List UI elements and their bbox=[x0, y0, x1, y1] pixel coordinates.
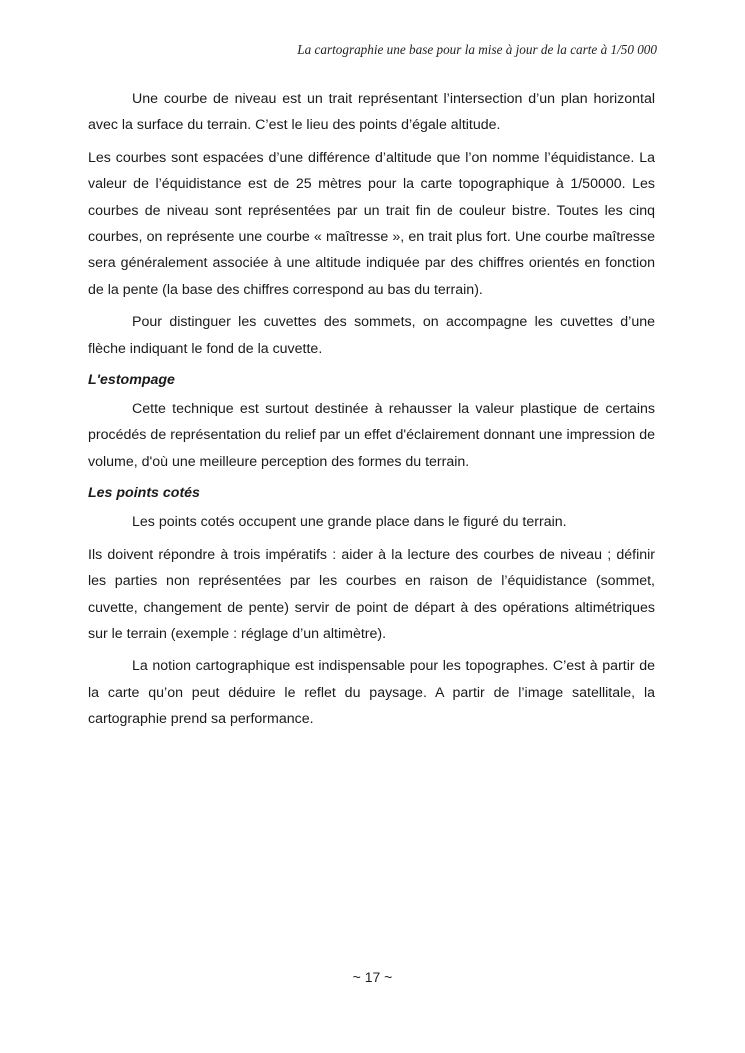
heading-estompage: L'estompage bbox=[88, 372, 175, 389]
paragraph-points-cotes-intro: Les points cotés occupent une grande place dans le figuré du terrain. bbox=[132, 514, 567, 531]
paragraph-equidistance: Les courbes sont espacées d’une différence d’altitude que l’on nomme l’équidistance. La valeur de l’équidistance est de 25 mètres pour la carte topographique à 1/50000. Les courbes de niveau sont représentées par un trait fin de couleur bistre. Toutes les cinq courbes, on représente une courbe « maîtresse », en trait plus fort. Une courbe maîtresse sera généralement associée à une altitude indiquée par des chiffres orientés en fonction de la pente (la base des chiffres correspond au bas du terrain). bbox=[88, 149, 655, 298]
page-number: ~ 17 ~ bbox=[352, 969, 393, 985]
paragraph-conclusion: La notion cartographique est indispensable pour les topographes. C’est à partir de la carte qu’on peut déduire le reflet du paysage. A partir de l’image satellitale, la cartographie prend sa performance. bbox=[88, 658, 655, 728]
document-body bbox=[88, 86, 655, 739]
paragraph-courbe-de-niveau: Une courbe de niveau est un trait représentant l’intersection d’un plan horizontal avec la surface du terrain. C’est le lieu des points d’égale altitude. bbox=[88, 91, 655, 134]
running-header: La cartographie une base pour la mise à jour de la carte à 1/50 000 bbox=[297, 42, 657, 57]
heading-points-cotes: Les points cotés bbox=[88, 485, 200, 502]
paragraph-estompage: Cette technique est surtout destinée à rehausser la valeur plastique de certains procédés de représentation du relief par un effet d'éclairement donnant une impression de volume, d'où une meilleure perception des formes du terrain. bbox=[88, 401, 655, 470]
paragraph-cuvettes: Pour distinguer les cuvettes des sommets, on accompagne les cuvettes d’une flèche indiquant le fond de la cuvette. bbox=[88, 314, 655, 357]
paragraph-imperatifs: Ils doivent répondre à trois impératifs : aider à la lecture des courbes de niveau ; définir les parties non représentées par les courbes en raison de l’équidistance (sommet, cuvette, changement de pente) servir de point de départ à des opérations altimétriques sur le terrain (exemple : réglage d’un altimètre). bbox=[88, 546, 655, 642]
